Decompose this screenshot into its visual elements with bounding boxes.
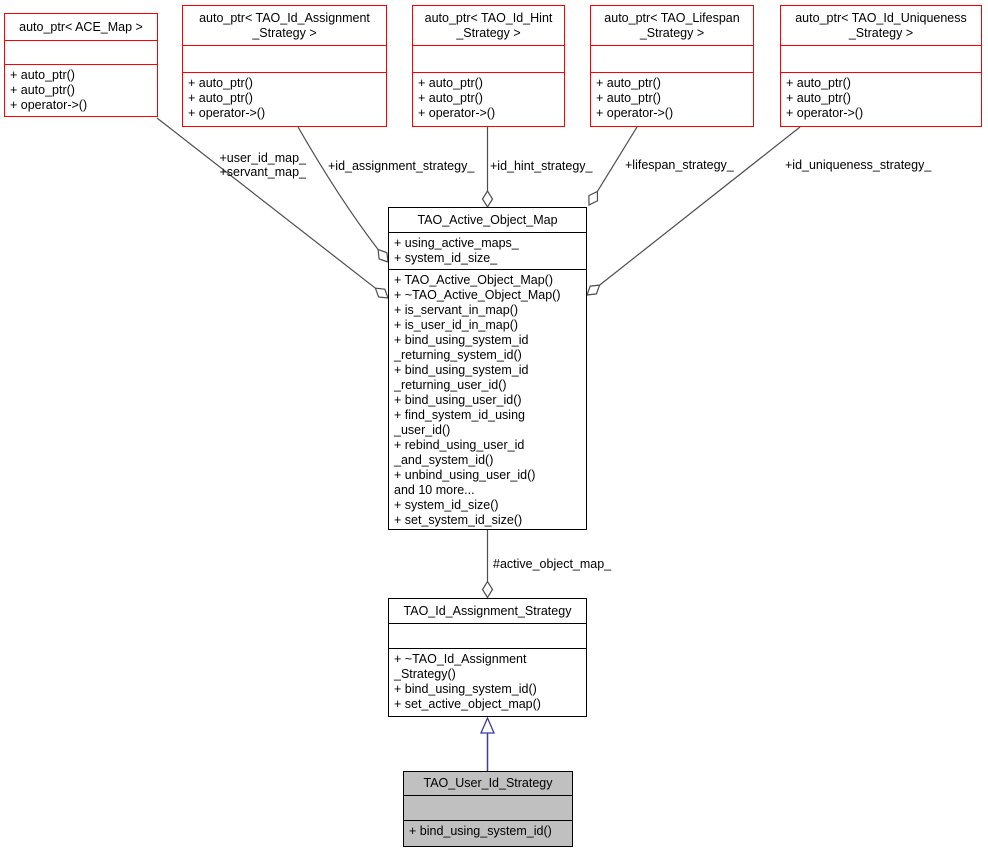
method-line: + operator->() [418, 106, 496, 120]
class-attributes-compartment [781, 46, 981, 73]
class-box-tao-id-assignment-strategy[interactable] [388, 598, 587, 717]
method-line: + is_user_id_in_map() [394, 318, 519, 332]
method-line: + auto_ptr() [596, 76, 661, 90]
edge-label-user-id-map [200, 151, 306, 179]
class-title [781, 6, 981, 46]
class-attributes-compartment [389, 233, 586, 270]
class-attributes-compartment [389, 624, 586, 649]
method-line: + TAO_Active_Object_Map() [394, 273, 553, 287]
class-attributes-compartment [413, 46, 564, 73]
inheritance-arrow-icon [481, 718, 494, 733]
method-line: + system_id_size() [394, 498, 499, 512]
class-title-line: auto_ptr< TAO_Id_Hint [424, 10, 553, 25]
aggregation-diamond-id-uniqueness [587, 285, 600, 295]
class-methods-compartment [389, 649, 586, 716]
attribute-line: + using_active_maps_ [394, 236, 519, 250]
method-line: + auto_ptr() [418, 76, 483, 90]
method-line: + bind_using_system_id [394, 333, 529, 347]
method-line: + auto_ptr() [10, 83, 75, 97]
class-methods-compartment [5, 65, 157, 116]
method-line: _returning_system_id() [394, 348, 522, 362]
method-line: + auto_ptr() [188, 91, 253, 105]
method-line: + bind_using_system_id() [409, 824, 552, 838]
method-line: + bind_using_user_id() [394, 393, 522, 407]
class-title-line: _Strategy > [848, 25, 914, 40]
method-line: + operator->() [596, 106, 674, 120]
aggregation-diamond-id-assignment [378, 250, 388, 263]
aggregation-diamond-active-object-map [483, 582, 493, 598]
method-line: _returning_user_id() [394, 378, 507, 392]
class-attributes-compartment [404, 796, 572, 821]
method-line: + rebind_using_user_id [394, 438, 525, 452]
method-line: + auto_ptr() [596, 91, 661, 105]
class-box-auto-ptr-tao-id-uniqueness-strategy[interactable] [780, 5, 982, 127]
method-line: + ~TAO_Active_Object_Map() [394, 288, 561, 302]
class-box-tao-user-id-strategy[interactable] [403, 771, 573, 847]
edge-label-id-uniqueness-strategy: +id_uniqueness_strategy_ [785, 158, 932, 172]
class-title-line: auto_ptr< TAO_Id_Assignment [199, 10, 370, 25]
class-title-line: auto_ptr< TAO_Lifespan [604, 10, 740, 25]
edge-label-id-hint-strategy: +id_hint_strategy_ [490, 159, 593, 173]
edge-id-uniqueness-strategy [600, 127, 800, 285]
edge-label-line: +user_id_map_ [219, 151, 306, 165]
method-line: + find_system_id_using [394, 408, 525, 422]
method-line: + auto_ptr() [418, 91, 483, 105]
edge-label-line: +servant_map_ [219, 165, 306, 179]
method-line: _Strategy() [394, 667, 456, 681]
method-line: + auto_ptr() [10, 68, 75, 82]
method-line: + auto_ptr() [786, 91, 851, 105]
class-methods-compartment [183, 73, 386, 126]
class-title-line: auto_ptr< TAO_Id_Uniqueness [795, 10, 967, 25]
method-line: + ~TAO_Id_Assignment [394, 652, 527, 666]
class-box-tao-active-object-map[interactable] [388, 207, 587, 530]
class-attributes-compartment [5, 41, 157, 65]
edge-label-id-assignment-strategy: +id_assignment_strategy_ [328, 159, 475, 173]
class-methods-compartment [404, 821, 572, 846]
method-line: + set_system_id_size() [394, 513, 523, 527]
method-line: + operator->() [188, 106, 266, 120]
class-attributes-compartment [183, 46, 386, 73]
class-title [5, 14, 157, 41]
class-title-line: _Strategy > [639, 25, 705, 40]
class-title-line: TAO_Active_Object_Map [417, 212, 558, 227]
method-line: + set_active_object_map() [394, 697, 541, 711]
aggregation-diamond-user-id-map [375, 288, 388, 298]
aggregation-diamond-lifespan [589, 191, 598, 205]
class-title-line: _Strategy > [456, 25, 521, 40]
aggregation-diamond-id-hint [483, 191, 493, 207]
method-line: + bind_using_system_id() [394, 682, 537, 696]
method-line: + auto_ptr() [188, 76, 253, 90]
class-methods-compartment [389, 270, 586, 529]
class-title [389, 208, 586, 233]
method-line: _and_system_id() [394, 453, 494, 467]
class-title-line: TAO_User_Id_Strategy [423, 776, 553, 790]
class-title-line: TAO_Id_Assignment_Strategy [403, 603, 572, 618]
method-line: + bind_using_system_id [394, 363, 529, 377]
class-title [413, 6, 564, 46]
class-attributes-compartment [591, 46, 753, 73]
attribute-line: + system_id_size_ [394, 251, 498, 265]
method-line: + unbind_using_user_id() [394, 468, 536, 482]
edge-id-assignment-strategy [298, 127, 378, 250]
method-line: + auto_ptr() [786, 76, 851, 90]
class-box-auto-ptr-tao-lifespan-strategy[interactable] [590, 5, 754, 127]
class-title-line: _Strategy > [252, 25, 317, 40]
class-title [591, 6, 753, 46]
class-methods-compartment [591, 73, 753, 126]
class-title [404, 772, 572, 796]
edge-user-id-map [157, 118, 375, 288]
method-line: + operator->() [786, 106, 864, 120]
class-box-auto-ptr-tao-id-hint-strategy[interactable] [412, 5, 565, 127]
method-line: + operator->() [10, 98, 88, 112]
method-line: and 10 more... [394, 483, 475, 497]
class-box-auto-ptr-ace-map[interactable] [4, 13, 158, 117]
class-methods-compartment [781, 73, 981, 126]
class-title [183, 6, 386, 46]
class-title [389, 599, 586, 624]
method-line: + is_servant_in_map() [394, 303, 519, 317]
edge-label-active-object-map: #active_object_map_ [493, 557, 612, 571]
class-methods-compartment [413, 73, 564, 126]
class-box-auto-ptr-tao-id-assignment-strategy[interactable] [182, 5, 387, 127]
edge-label-lifespan-strategy: +lifespan_strategy_ [625, 158, 734, 172]
class-title-line: auto_ptr< ACE_Map > [19, 19, 143, 34]
method-line: _user_id() [394, 423, 451, 437]
